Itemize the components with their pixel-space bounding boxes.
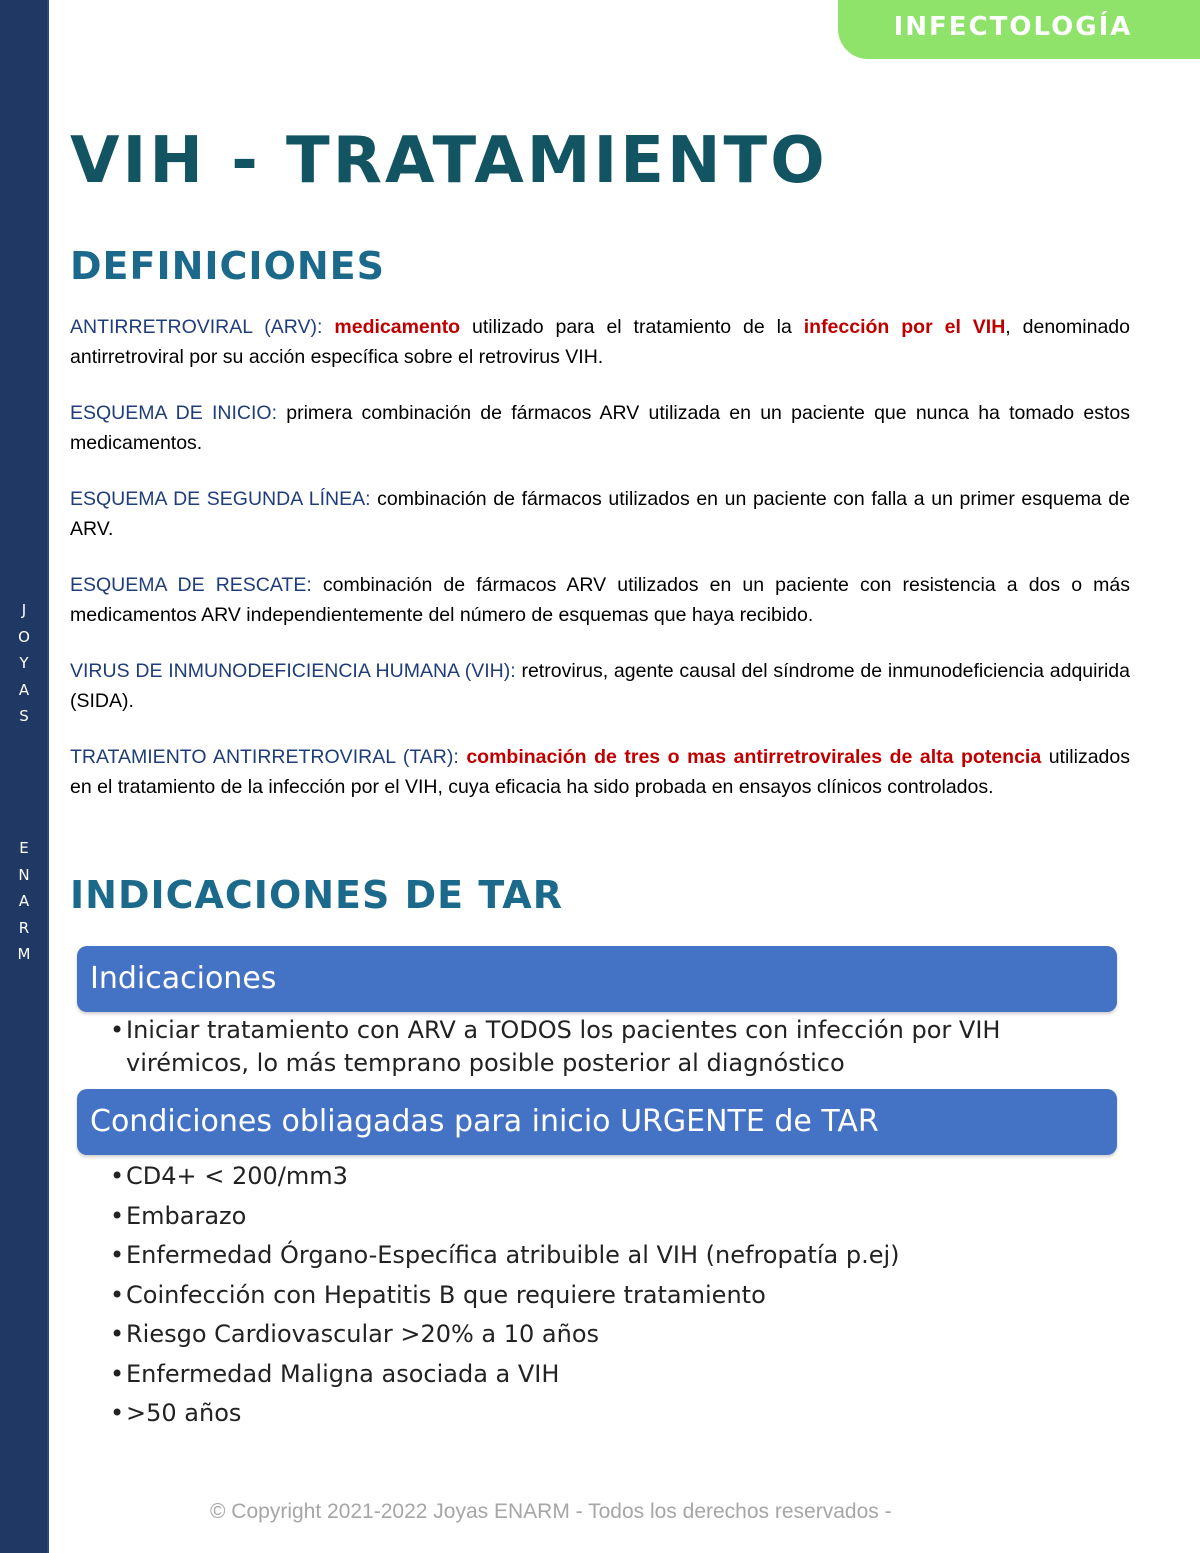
sidebar-letter: M [17,945,31,963]
list-item: • Iniciar tratamiento con ARV a TODOS los pacientes con infección por VIH virémicos, lo más temprano posible posterior al diagnóstico [110,1014,1010,1080]
definition-separator: : [317,316,335,338]
definition-item [70,485,1130,544]
list-item: • Coinfección con Hepatitis B que requiere tratamiento [110,1276,1110,1316]
list-item: • >50 años [110,1394,1110,1434]
definition-separator: : [365,488,378,510]
urgent-conditions-box: Condiciones obliagadas para inicio URGENTE de TAR [77,1089,1117,1155]
sidebar-letter: E [19,839,29,857]
list-item: • Enfermedad Maligna asociada a VIH [110,1355,1110,1395]
definition-highlight: combinación de tres o mas antirretrovirales de alta potencia [466,746,1042,768]
category-badge-label: INFECTOLOGÍA [893,12,1133,42]
definition-highlight: medicamento [334,316,461,338]
sidebar-letter: A [18,892,30,910]
definition-text: primera combinación de fármacos ARV utilizada en un paciente que nunca ha tomado estos medicamentos. [70,402,1130,454]
sidebar-letter: A [18,680,30,699]
definition-text: combinación de fármacos utilizados en un paciente con falla a un primer esquema de ARV. [70,488,1130,540]
sidebar-letter: Y [19,654,29,672]
sidebar-edge [47,0,49,1553]
definition-text: utilizados en el tratamiento de la infección por el VIH, cuya eficacia ha sido probada en ensayos clínicos controlados. [70,746,1130,798]
definition-text: combinación de fármacos ARV utilizados en un paciente con resistencia a dos o más medicamentos ARV independientemente del número de esquemas que haya recibido. [70,574,1131,626]
copyright-footer: © Copyright 2021-2022 Joyas ENARM - Todos los derechos reservados - [210,1500,892,1523]
definition-separator: : [306,574,323,596]
definition-item [70,743,1130,802]
definition-item [70,399,1130,458]
indications-list [110,1014,1010,1080]
definition-term: TRATAMIENTO ANTIRRETROVIRAL (TAR) [70,746,454,768]
definition-item [70,313,1130,372]
list-item: • CD4+ < 200/mm3 [110,1157,1110,1197]
definition-term: ESQUEMA DE INICIO [70,402,272,424]
page-title: VIH - TRATAMIENTO [70,124,828,198]
list-item: • Enfermedad Órgano-Específica atribuible al VIH (nefropatía p.ej) [110,1236,1110,1276]
definition-term: ANTIRRETROVIRAL (ARV) [70,316,318,338]
sidebar-letter: R [18,918,30,937]
sidebar-letter: S [19,707,29,725]
urgent-conditions-list [110,1157,1110,1434]
definitions-list [70,313,1130,829]
indications-box: Indicaciones [77,946,1117,1012]
list-item: • Embarazo [110,1197,1110,1237]
definition-term: ESQUEMA DE SEGUNDA LÍNEA [70,488,366,510]
definition-highlight: infección por el VIH [803,316,1006,338]
definition-term: VIRUS DE INMUNODEFICIENCIA HUMANA (VIH) [70,660,511,682]
definition-item [70,657,1130,716]
definition-separator: : [453,746,467,768]
sidebar-word-joyas [0,597,48,730]
sidebar-letter: N [18,865,30,884]
definition-item [70,571,1130,630]
sidebar-letter: O [18,627,30,646]
sidebar-letter: J [21,601,27,619]
definition-term: ESQUEMA DE RESCATE [70,574,307,596]
definitions-heading: DEFINICIONES [70,244,385,288]
definition-text: , denominado antirretroviral por su acción específica sobre el retrovirus VIH. [70,316,1130,368]
indications-heading: INDICACIONES DE TAR [70,873,563,917]
definition-text: utilizado para el tratamiento de la [460,316,804,338]
sidebar-bar [0,0,48,1553]
definition-text: retrovirus, agente causal del síndrome de inmunodeficiencia adquirida (SIDA). [70,660,1130,712]
definition-separator: : [271,402,287,424]
list-item: • Riesgo Cardiovascular >20% a 10 años [110,1315,1110,1355]
definition-separator: : [510,660,522,682]
sidebar-word-enarm [0,835,48,968]
